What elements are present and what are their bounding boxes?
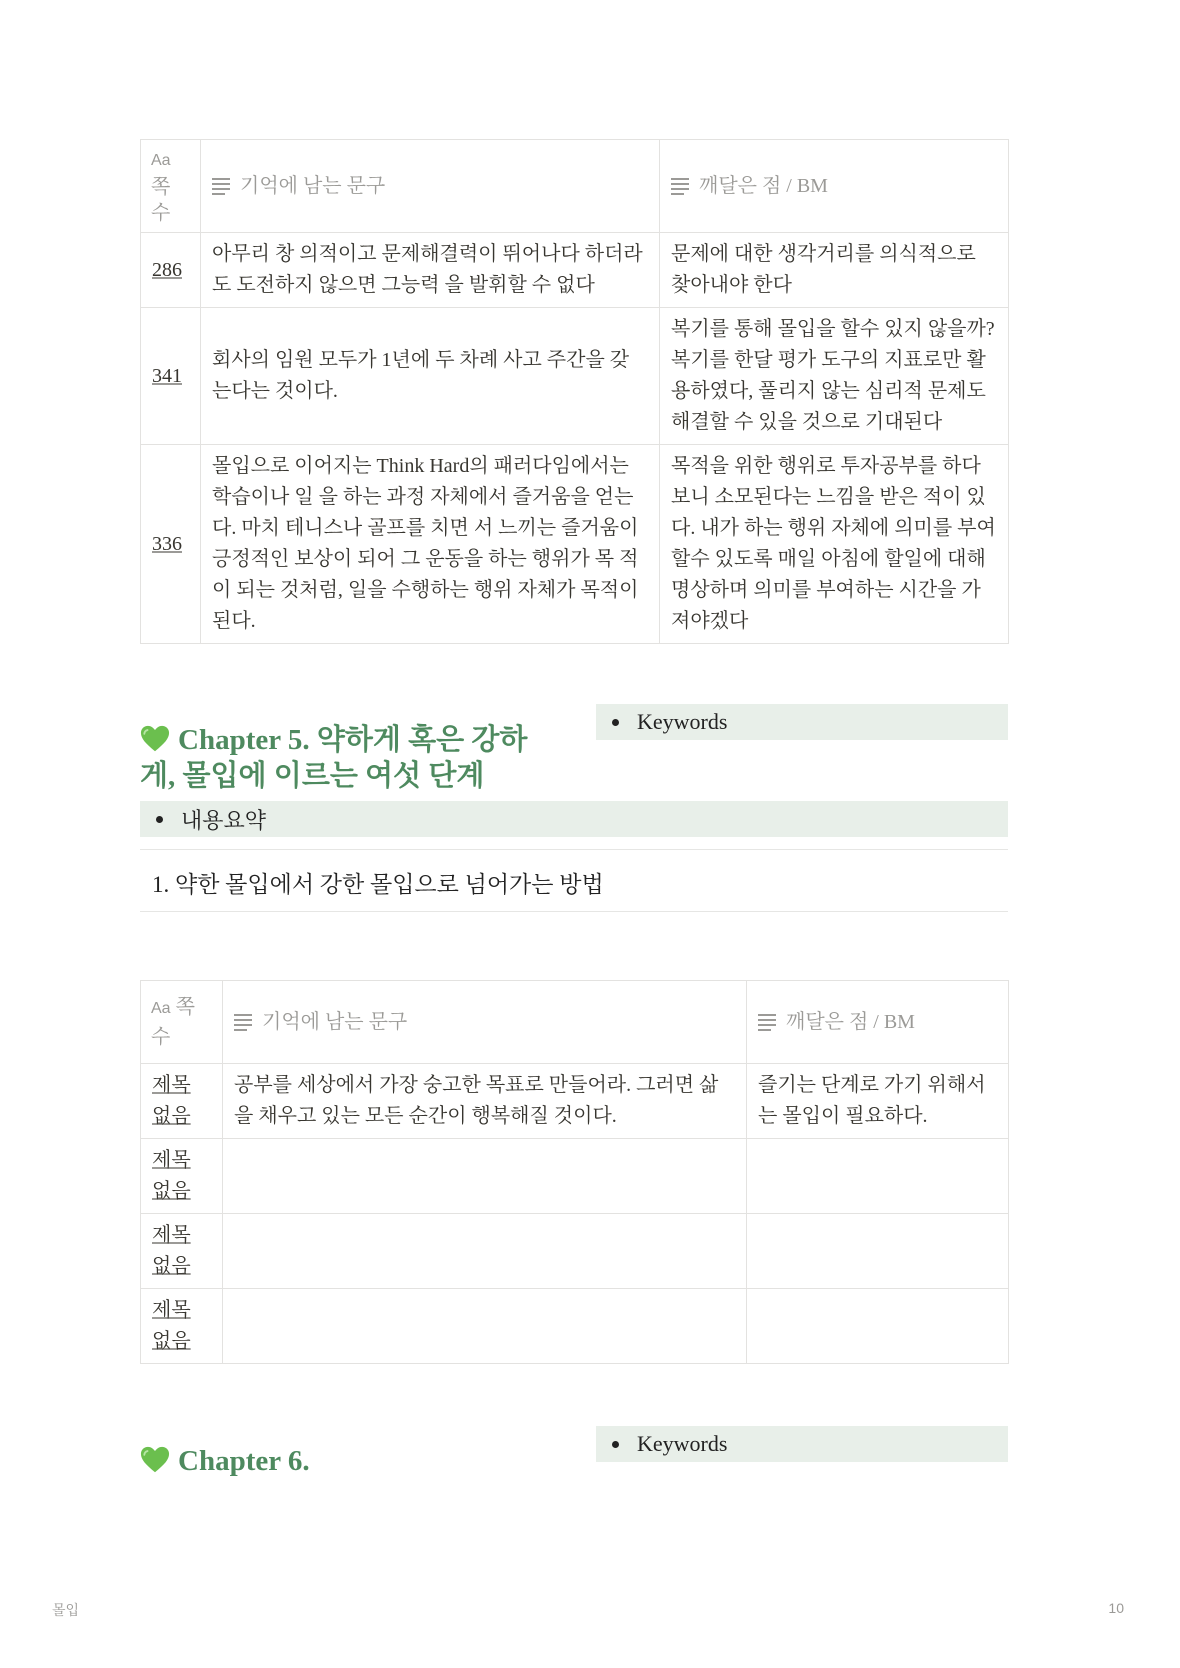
quote-cell[interactable]: [223, 1289, 747, 1364]
divider: [140, 911, 1008, 912]
page-number-cell[interactable]: 제목 없음: [141, 1064, 223, 1139]
table-row[interactable]: [141, 1289, 1009, 1364]
insight-cell[interactable]: 목적을 위한 행위로 투자공부를 하다보니 소모된다는 느낌을 받은 적이 있다. 내가 하는 행위 자체에 의미를 부여할수 있도록 매일 아침에 할일에 대해 명상하며 의미를 부여하는 시간을 가져야겠다: [660, 445, 1009, 644]
table-row[interactable]: [141, 445, 1009, 644]
chapter-5-title-line2: 게, 몰입에 이르는 여섯 단계: [140, 760, 485, 792]
table-header-row: [141, 140, 1009, 233]
page-number-cell[interactable]: 341: [141, 308, 201, 445]
quote-cell[interactable]: 공부를 세상에서 가장 숭고한 목표로 만들어라. 그러면 삶을 채우고 있는 모든 순간이 행복해질 것이다.: [223, 1064, 747, 1139]
quote-cell[interactable]: [223, 1214, 747, 1289]
reading-notes-table-1: [140, 139, 1009, 644]
insight-cell[interactable]: [747, 1214, 1009, 1289]
insight-cell[interactable]: 즐기는 단계로 가기 위해서는 몰입이 필요하다.: [747, 1064, 1009, 1139]
text-property-icon: [758, 1011, 776, 1034]
quote-cell[interactable]: [223, 1139, 747, 1214]
insight-cell[interactable]: 복기를 통해 몰입을 할수 있지 않을까? 복기를 한달 평가 도구의 지표로만 활용하였다, 풀리지 않는 심리적 문제도 해결할 수 있을 것으로 기대된다: [660, 308, 1009, 445]
title-property-icon: Aa: [151, 1000, 171, 1017]
chapter-5-title-line1: Chapter 5. 약하게 혹은 강하: [178, 724, 528, 756]
column-header-page[interactable]: [141, 140, 201, 233]
chapter-5-heading: [140, 722, 580, 794]
keywords-callout-ch5[interactable]: [596, 704, 1008, 740]
quote-cell[interactable]: 몰입으로 이어지는 Think Hard의 패러다임에서는 학습이나 일 을 하는 과정 자체에서 즐거움을 얻는다. 마치 테니스나 골프를 치면 서 느끼는 즐거움이 긍정적인 보상이 되어 그 운동을 하는 행위가 목 적이 되는 것처럼, 일을 수행하는 행위 자체가 목적이 된다.: [201, 445, 660, 644]
keywords-callout-ch6[interactable]: [596, 1426, 1008, 1462]
column-header-quote-label: 기억에 남는 문구: [262, 1010, 408, 1033]
green-heart-icon: [140, 724, 170, 754]
divider: [140, 849, 1008, 850]
page-number-cell[interactable]: 286: [141, 233, 201, 308]
column-header-page-label: 쪽수: [151, 996, 195, 1048]
quote-cell[interactable]: 회사의 임원 모두가 1년에 두 차례 사고 주간을 갖는다는 것이다.: [201, 308, 660, 445]
table-row[interactable]: [141, 233, 1009, 308]
text-property-icon: [234, 1011, 252, 1034]
chapter-6-title: Chapter 6.: [178, 1445, 310, 1477]
table-row[interactable]: [141, 1139, 1009, 1214]
footer-page-number: 10: [1108, 1600, 1124, 1616]
table-header-row: [141, 981, 1009, 1064]
bullet-icon: [612, 1441, 619, 1448]
text-property-icon: [212, 175, 230, 198]
bullet-icon: [612, 719, 619, 726]
table-row[interactable]: [141, 1064, 1009, 1139]
insight-cell[interactable]: [747, 1139, 1009, 1214]
keywords-label: Keywords: [637, 1431, 728, 1456]
keywords-label: Keywords: [637, 709, 728, 734]
page-number-cell[interactable]: 제목 없음: [141, 1214, 223, 1289]
column-header-quote[interactable]: [223, 981, 747, 1064]
column-header-quote-label: 기억에 남는 문구: [240, 174, 386, 197]
column-header-insight[interactable]: [747, 981, 1009, 1064]
reading-notes-table-2: [140, 980, 1009, 1364]
insight-cell[interactable]: 문제에 대한 생각거리를 의식적으로 찾아내야 한다: [660, 233, 1009, 308]
column-header-insight[interactable]: [660, 140, 1009, 233]
page-number-cell[interactable]: 제목 없음: [141, 1139, 223, 1214]
quote-cell[interactable]: 아무리 창 의적이고 문제해결력이 뛰어나다 하더라도 도전하지 않으면 그능력 을 발휘할 수 없다: [201, 233, 660, 308]
bullet-icon: [156, 816, 163, 823]
insight-cell[interactable]: [747, 1289, 1009, 1364]
page-number-cell[interactable]: 제목 없음: [141, 1289, 223, 1364]
column-header-insight-label: 깨달은 점 / BM: [786, 1010, 915, 1033]
table-row[interactable]: [141, 1214, 1009, 1289]
text-property-icon: [671, 175, 689, 198]
column-header-insight-label: 깨달은 점 / BM: [699, 174, 828, 197]
column-header-quote[interactable]: [201, 140, 660, 233]
chapter-6-heading: [140, 1443, 310, 1479]
title-property-icon: Aa: [151, 152, 171, 169]
numbered-list-item[interactable]: 1. 약한 몰입에서 강한 몰입으로 넘어가는 방법: [152, 872, 604, 897]
column-header-page[interactable]: [141, 981, 223, 1064]
table-row[interactable]: [141, 308, 1009, 445]
page-number-cell[interactable]: 336: [141, 445, 201, 644]
green-heart-icon: [140, 1445, 170, 1475]
column-header-page-label: 쪽수: [151, 176, 171, 224]
summary-callout[interactable]: [140, 801, 1008, 837]
footer-document-title: 몰입: [52, 1602, 80, 1618]
summary-label: 내용요약: [181, 807, 267, 833]
